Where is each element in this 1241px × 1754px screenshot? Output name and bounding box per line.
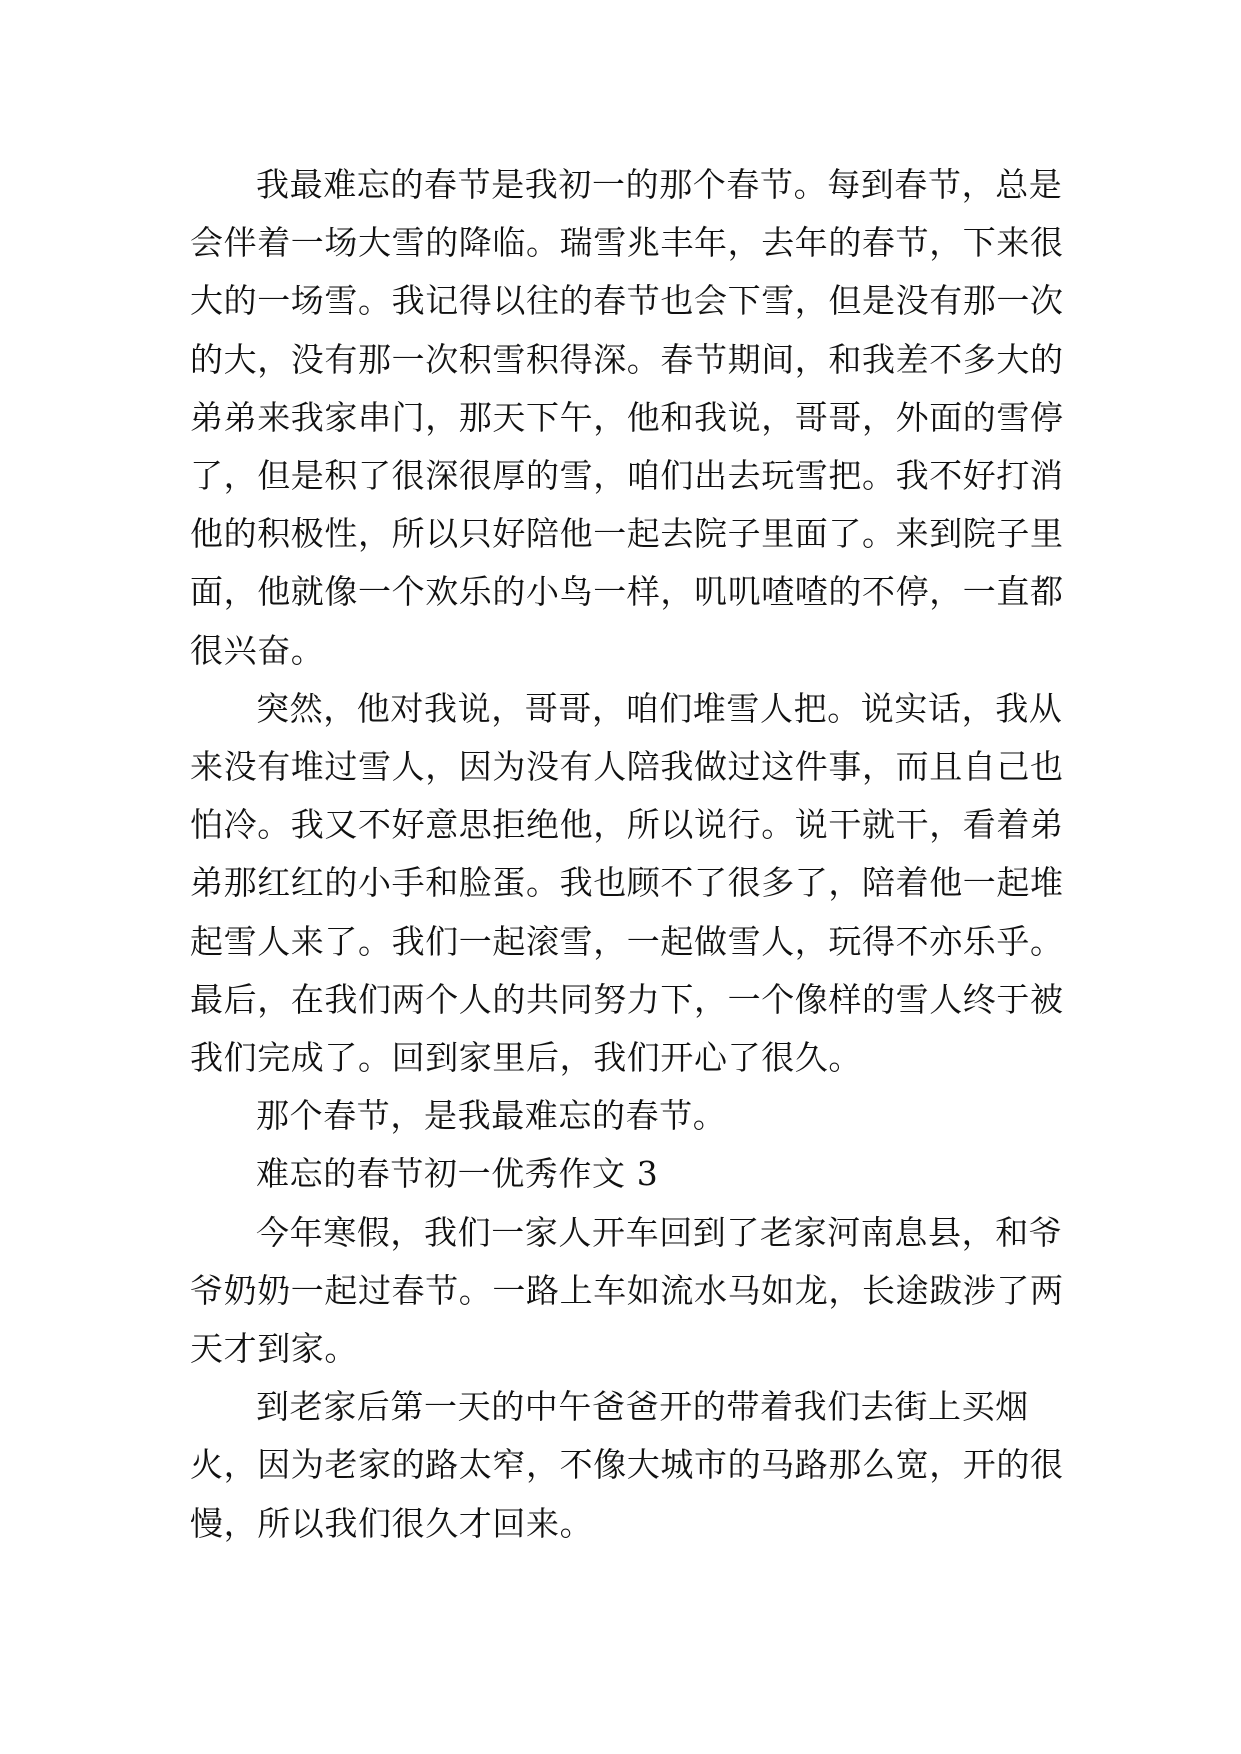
text-line: 弟弟来我家串门，那天下午，他和我说，哥哥，外面的雪停 <box>190 397 1064 437</box>
text-line: 怕冷。我又不好意思拒绝他，所以说行。说干就干，看着弟 <box>190 805 1064 845</box>
text-line: 今年寒假，我们一家人开车回到了老家河南息县，和爷 <box>256 1212 1063 1252</box>
paragraph-1 <box>190 156 1070 680</box>
text-line: 他的积极性，所以只好陪他一起去院子里面了。来到院子里 <box>190 514 1064 554</box>
text-line: 的大，没有那一次积雪积得深。春节期间，和我差不多大的 <box>190 339 1064 379</box>
paragraph-2 <box>190 680 1070 1087</box>
text-line: 起雪人来了。我们一起滚雪，一起做雪人，玩得不亦乐乎。 <box>190 921 1064 961</box>
paragraph-4 <box>190 1204 1070 1379</box>
paragraph-5 <box>190 1378 1070 1553</box>
paragraph-3 <box>190 1087 1070 1145</box>
text-line: 大的一场雪。我记得以往的春节也会下雪，但是没有那一次 <box>190 281 1064 321</box>
text-line: 我们完成了。回到家里后，我们开心了很久。 <box>190 1038 862 1078</box>
text-line: 天才到家。 <box>190 1329 358 1369</box>
text-line: 弟那红红的小手和脸蛋。我也顾不了很多了，陪着他一起堆 <box>190 863 1064 903</box>
heading-line: 难忘的春节初一优秀作文 3 <box>256 1154 659 1194</box>
text-line: 面，他就像一个欢乐的小鸟一样，叽叽喳喳的不停，一直都 <box>190 572 1064 612</box>
text-line: 突然，他对我说，哥哥，咱们堆雪人把。说实话，我从 <box>256 688 1063 728</box>
text-line: 来没有堆过雪人，因为没有人陪我做过这件事，而且自己也 <box>190 747 1064 787</box>
text-line: 最后，在我们两个人的共同努力下，一个像样的雪人终于被 <box>190 979 1064 1019</box>
text-line: 爷奶奶一起过春节。一路上车如流水马如龙，长途跋涉了两 <box>190 1270 1064 1310</box>
text-line: 慢，所以我们很久才回来。 <box>190 1503 594 1543</box>
text-line: 我最难忘的春节是我初一的那个春节。每到春节，总是 <box>256 165 1063 204</box>
section-heading <box>190 1145 1070 1203</box>
text-line: 很兴奋。 <box>190 630 325 670</box>
text-line: 到老家后第一天的中午爸爸开的带着我们去街上买烟 <box>256 1387 1029 1427</box>
text-line: 那个春节，是我最难忘的春节。 <box>256 1096 727 1136</box>
text-line: 了，但是积了很深很厚的雪，咱们出去玩雪把。我不好打消 <box>190 456 1064 496</box>
text-line: 会伴着一场大雪的降临。瑞雪兆丰年，去年的春节，下来很 <box>190 223 1064 263</box>
document-body <box>190 156 1070 1553</box>
text-line: 火，因为老家的路太窄，不像大城市的马路那么宽，开的很 <box>190 1445 1064 1485</box>
